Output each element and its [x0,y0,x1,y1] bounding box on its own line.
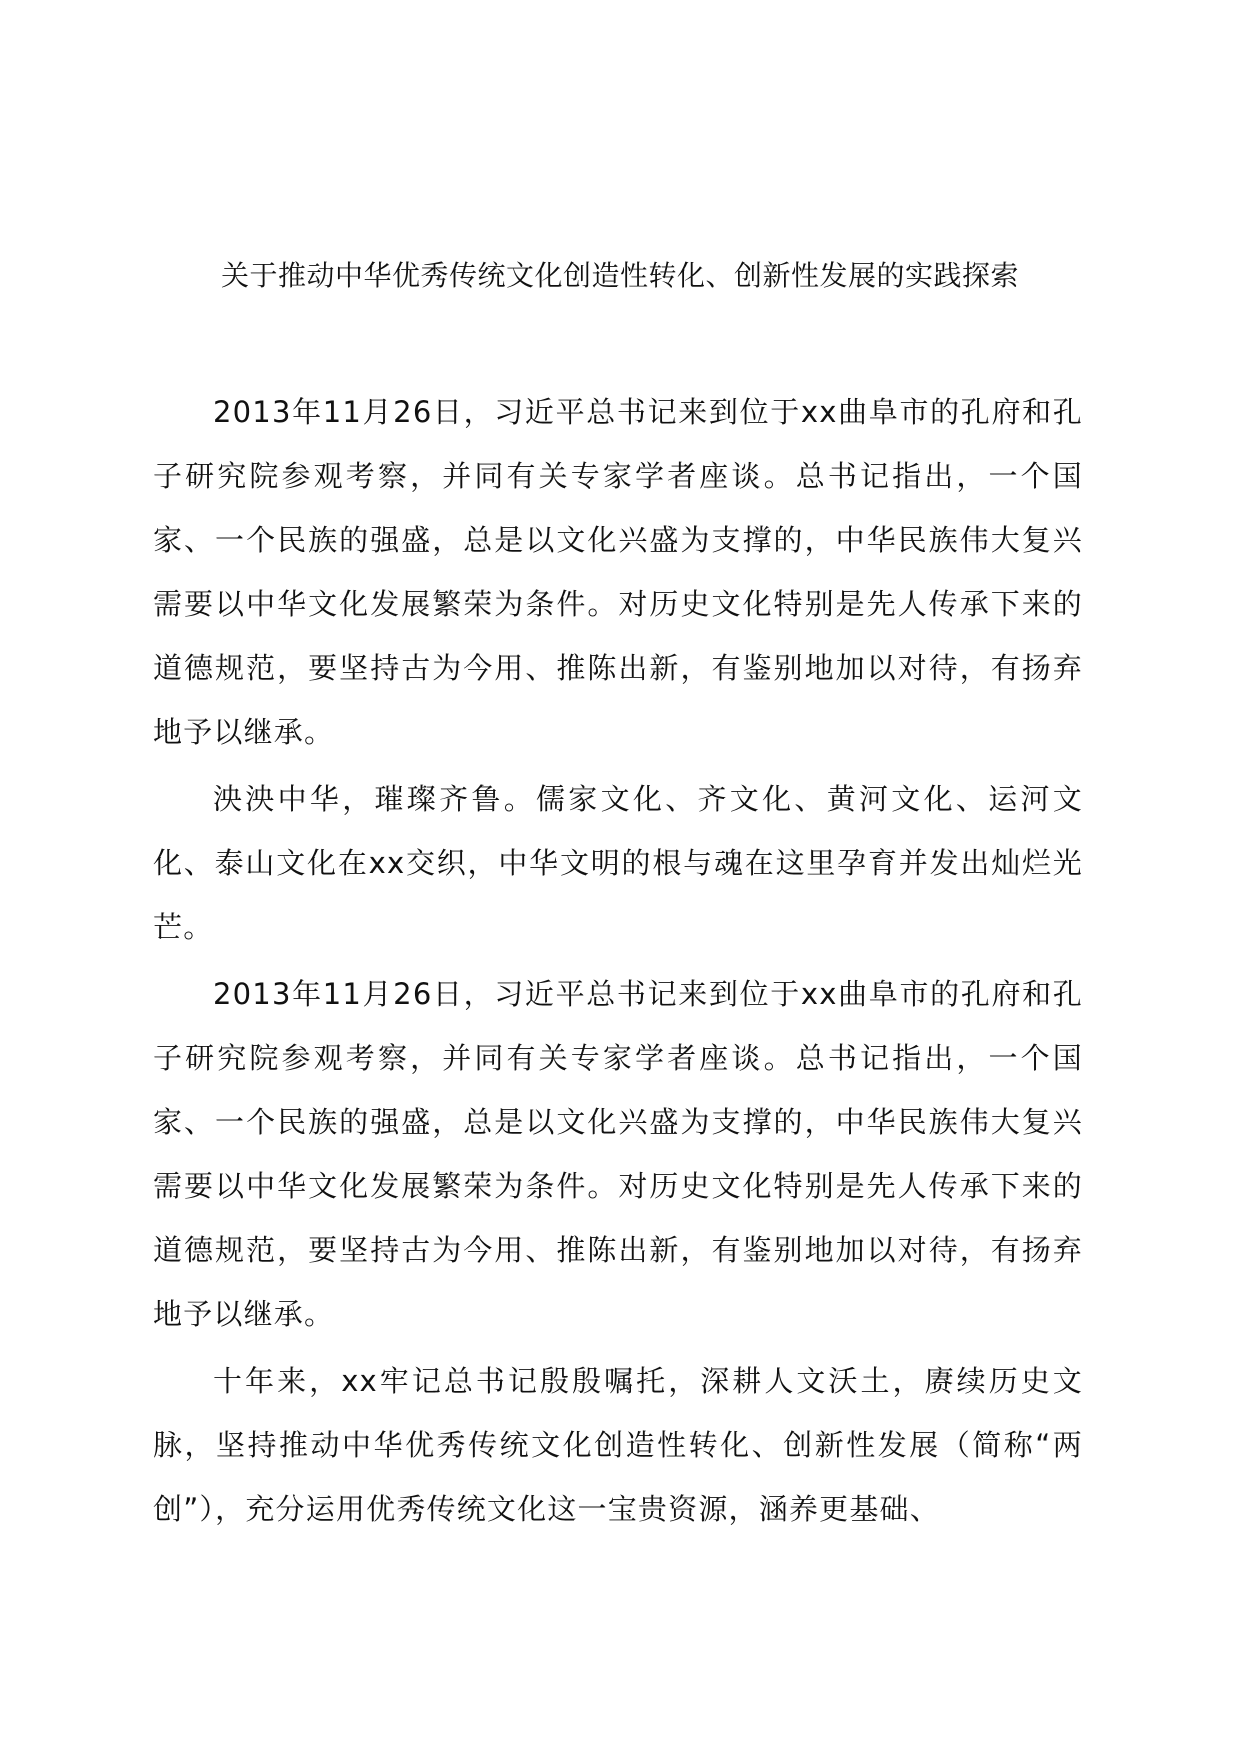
paragraph-2: 泱泱中华，璀璨齐鲁。儒家文化、齐文化、黄河文化、运河文化、泰山文化在xx交织，中华文明的根与魂在这里孕育并发出灿烂光芒。 [153,782,1083,944]
paragraph-3: 2013年11月26日，习近平总书记来到位于xx曲阜市的孔府和孔子研究院参观考察，并同有关专家学者座谈。总书记指出，一个国家、一个民族的强盛，总是以文化兴盛为支撑的，中华民族伟大复兴需要以中华文化发展繁荣为条件。对历史文化特别是先人传承下来的道德规范，要坚持古为今用、推陈出新，有鉴别地加以对待，有扬弃地予以继承。 [153,977,1083,1331]
paragraph-1: 2013年11月26日，习近平总书记来到位于xx曲阜市的孔府和孔子研究院参观考察，并同有关专家学者座谈。总书记指出，一个国家、一个民族的强盛，总是以文化兴盛为支撑的，中华民族伟大复兴需要以中华文化发展繁荣为条件。对历史文化特别是先人传承下来的道德规范，要坚持古为今用、推陈出新，有鉴别地加以对待，有扬弃地予以继承。 [153,395,1083,749]
paragraph-4: 十年来，xx牢记总书记殷殷嘱托，深耕人文沃土，赓续历史文脉，坚持推动中华优秀传统文化创造性转化、创新性发展（简称“两创”），充分运用优秀传统文化这一宝贵资源，涵养更基础、 [153,1364,1083,1526]
document-title: 关于推动中华优秀传统文化创造性转化、创新性发展的实践探索 [220,259,1019,292]
document-body [153,380,1083,1544]
